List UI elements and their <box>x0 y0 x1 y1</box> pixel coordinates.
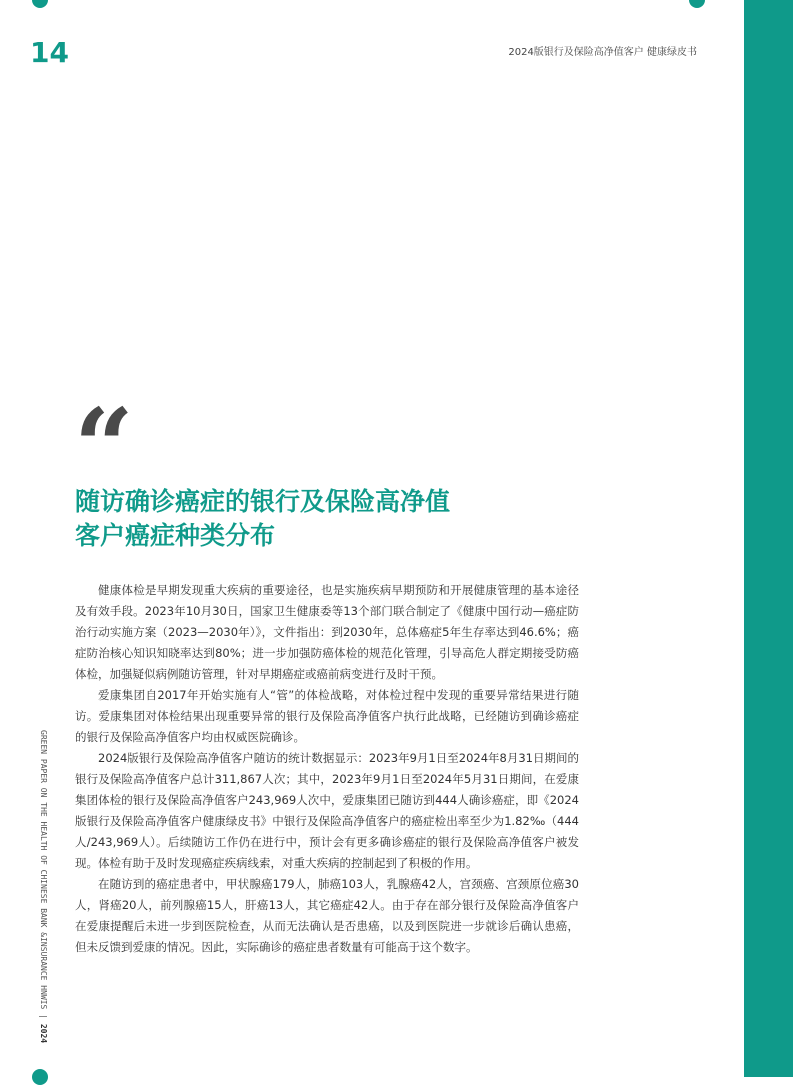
paragraph: 2024版银行及保险高净值客户随访的统计数据显示：2023年9月1日至2024年8月31日期间的银行及保险高净值客户总计311,867人次；其中，2023年9月1日至2024年5月31日期间，在爱康集团体检的银行及保险高净值客户243,969人次中，爱康集团已随访到444人确诊癌症，即《2024版银行及保险高净值客户健康绿皮书》中银行及保险高净值客户的癌症检出率至少为1.82‰（444人/243,969人）。后续随访工作仍在进行中，预计会有更多确诊癌症的银行及保险高净值客户被发现。体检有助于及时发现癌症疾病线索，对重大疾病的控制起到了积极的作用。 <box>75 751 579 870</box>
top-left-dot <box>32 0 48 8</box>
section-title-line1: 随访确诊癌症的银行及保险高净值 <box>75 487 451 516</box>
section-title-line2: 客户癌症种类分布 <box>75 521 276 550</box>
side-label-text: GREEN PAPER ON THE HEALTH OF CHINESE BANK &INSURANCE HNWIS | <box>39 730 48 1019</box>
paragraph: 爱康集团自2017年开始实施有人“管”的体检战略，对体检过程中发现的重要异常结果进行随访。爱康集团对体检结果出现重要异常的银行及保险高净值客户执行此战略，已经随访到确诊癌症的银行及保险高净值客户均由权威医院确诊。 <box>75 688 579 744</box>
top-right-dot <box>689 0 705 8</box>
paragraph: 在随访到的癌症患者中，甲状腺癌179人，肺癌103人，乳腺癌42人，宫颈癌、宫颈原位癌30人，肾癌20人，前列腺癌15人，肝癌13人，其它癌症42人。由于存在部分银行及保险高净值客户在爱康提醒后未进一步到医院检查，从而无法确认是否患癌，以及到医院进一步就诊后确认患癌，但未反馈到爱康的情况。因此，实际确诊的癌症患者数量有可能高于这个数字。 <box>75 877 579 954</box>
vertical-side-label <box>39 730 48 1043</box>
document-title: 2024版银行及保险高净值客户 健康绿皮书 <box>508 47 697 58</box>
section-title <box>75 485 450 553</box>
right-accent-strip <box>744 0 793 1077</box>
page-number: 14 <box>30 36 69 69</box>
body-text <box>75 580 579 958</box>
quote-mark-icon: “ <box>74 385 134 508</box>
bottom-left-dot <box>32 1069 48 1085</box>
side-label-year: 2024 <box>39 1023 48 1044</box>
paragraph: 健康体检是早期发现重大疾病的重要途径，也是实施疾病早期预防和开展健康管理的基本途径及有效手段。2023年10月30日，国家卫生健康委等13个部门联合制定了《健康中国行动—癌症防治行动实施方案（2023—2030年）》，文件指出：到2030年，总体癌症5年生存率达到46.6%；癌症防治核心知识知晓率达到80%；进一步加强防癌体检的规范化管理，引导高危人群定期接受防癌体检，加强疑似病例随访管理，针对早期癌症或癌前病变进行及时干预。 <box>75 583 579 681</box>
